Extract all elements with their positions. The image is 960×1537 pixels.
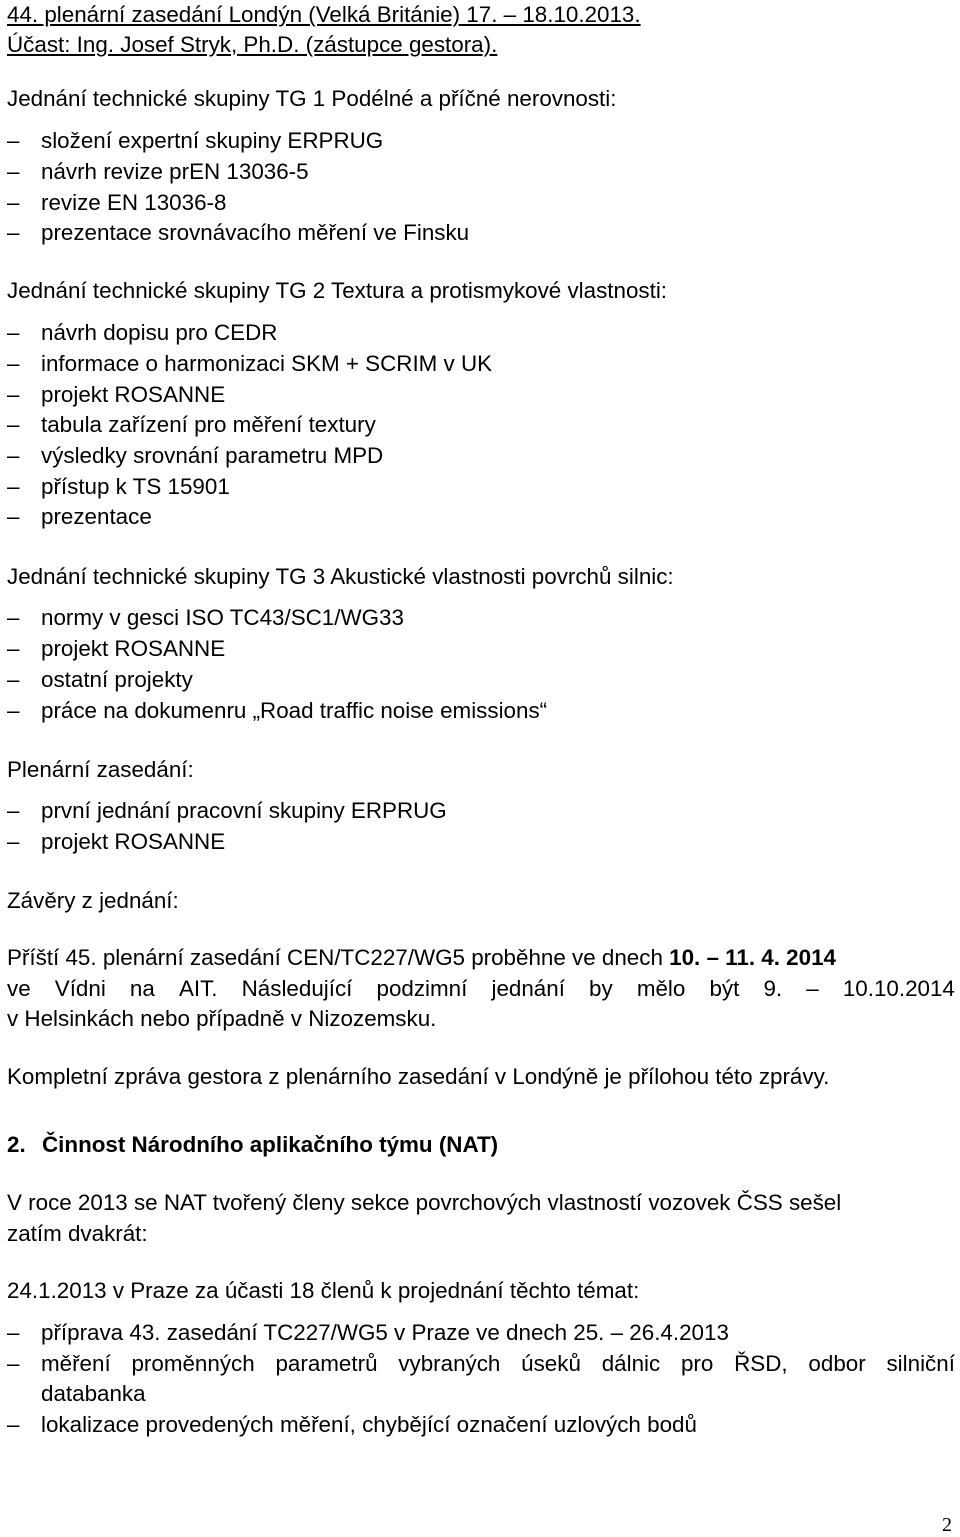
list-item-text: projekt ROSANNE <box>41 829 226 854</box>
dash-bullet: – <box>7 798 20 823</box>
section-title: Činnost Národního aplikačního týmu (NAT) <box>42 1132 499 1157</box>
word: odbor <box>808 1351 866 1376</box>
word: měření <box>41 1351 111 1376</box>
dash-bullet: – <box>7 636 20 661</box>
word: Vídni <box>54 976 106 1001</box>
word: ve <box>7 976 31 1001</box>
word: proměnných <box>131 1351 255 1376</box>
conclusions-paragraph-line <box>7 974 955 1005</box>
word: dálnic <box>601 1351 661 1376</box>
tg2-heading: Jednání technické skupiny TG 2 Textura a protismykové vlastnosti: <box>7 278 668 303</box>
list-item-text <box>41 1349 955 1380</box>
list-item-text: příprava 43. zasedání TC227/WG5 v Praze ve dnech 25. – 26.4.2013 <box>41 1320 729 1345</box>
conclusions-heading: Závěry z jednání: <box>7 888 179 913</box>
list-item-text: revize EN 13036-8 <box>41 190 227 215</box>
word: podzimní <box>376 976 468 1001</box>
dash-bullet: – <box>7 382 20 407</box>
word: 10.10.2014 <box>842 976 955 1001</box>
dash-bullet: – <box>7 698 20 723</box>
list-item-text: normy v gesci ISO TC43/SC1/WG33 <box>41 605 404 630</box>
list-item-text: složení expertní skupiny ERPRUG <box>41 128 384 153</box>
section-heading <box>7 1130 498 1161</box>
word: ŘSD, <box>734 1351 788 1376</box>
dash-bullet: – <box>7 829 20 854</box>
word: na <box>129 976 155 1001</box>
list-item-text: lokalizace provedených měření, chybějící označení uzlových bodů <box>41 1412 697 1437</box>
justified-line <box>41 1349 955 1380</box>
dash-bullet: – <box>7 667 20 692</box>
dash-bullet: – <box>7 1320 20 1345</box>
section-intro-line: V roce 2013 se NAT tvořený členy sekce povrchových vlastností vozovek ČSS sešel <box>7 1190 842 1215</box>
word: jednání <box>491 976 565 1001</box>
dash-bullet: – <box>7 351 20 376</box>
conclusions-paragraph-line: v Helsinkách nebo případně v Nizozemsku. <box>7 1006 437 1031</box>
list-item-text: první jednání pracovní skupiny ERPRUG <box>41 798 447 823</box>
tg3-heading: Jednání technické skupiny TG 3 Akustické vlastnosti povrchů silnic: <box>7 564 674 589</box>
word: úseků <box>521 1351 581 1376</box>
dash-bullet: – <box>7 190 20 215</box>
dash-bullet: – <box>7 504 20 529</box>
page-number: 2 <box>942 1514 952 1536</box>
list-item-text: výsledky srovnání parametru MPD <box>41 443 384 468</box>
word: vybraných <box>398 1351 501 1376</box>
list-item-text: přístup k TS 15901 <box>41 474 230 499</box>
dash-bullet: – <box>7 220 20 245</box>
attendance-line: Účast: Ing. Josef Stryk, Ph.D. (zástupce gestora). <box>7 32 498 57</box>
meeting-title: 44. plenární zasedání Londýn (Velká Británie) 17. – 18.10.2013. <box>7 2 641 27</box>
word: mělo <box>636 976 686 1001</box>
word: – <box>806 976 819 1001</box>
plenary-heading: Plenární zasedání: <box>7 757 194 782</box>
dash-bullet: – <box>7 159 20 184</box>
section-intro-line: zatím dvakrát: <box>7 1221 148 1246</box>
word: být <box>709 976 740 1001</box>
list-item-text: ostatní projekty <box>41 667 193 692</box>
list-item-text: prezentace srovnávacího měření ve Finsku <box>41 220 470 245</box>
list-item-text: návrh dopisu pro CEDR <box>41 320 278 345</box>
word: pro <box>680 1351 714 1376</box>
conclusions-text: Příští 45. plenární zasedání CEN/TC227/WG5 proběhne ve dnech <box>7 945 670 970</box>
dash-bullet: – <box>7 1351 20 1376</box>
word: 9. <box>763 976 783 1001</box>
tg1-heading: Jednání technické skupiny TG 1 Podélné a příčné nerovnosti: <box>7 86 617 111</box>
list-item-text: projekt ROSANNE <box>41 382 226 407</box>
list-item-text: projekt ROSANNE <box>41 636 226 661</box>
word: AIT. <box>178 976 218 1001</box>
dash-bullet: – <box>7 320 20 345</box>
word: parametrů <box>275 1351 378 1376</box>
conclusions-paragraph-line <box>7 943 836 974</box>
report-note: Kompletní zpráva gestora z plenárního zasedání v Londýně je přílohou této zprávy. <box>7 1064 830 1089</box>
list-item-text: prezentace <box>41 504 152 529</box>
word: Následující <box>241 976 353 1001</box>
dash-bullet: – <box>7 1412 20 1437</box>
list-item-text: návrh revize prEN 13036-5 <box>41 159 309 184</box>
list-item-text: databanka <box>41 1381 146 1406</box>
word: by <box>589 976 613 1001</box>
dash-bullet: – <box>7 443 20 468</box>
list-item-text: tabula zařízení pro měření textury <box>41 412 376 437</box>
list-item-text: informace o harmonizaci SKM + SCRIM v UK <box>41 351 493 376</box>
list-item-text: práce na dokumenru „Road traffic noise emissions“ <box>41 698 548 723</box>
dash-bullet: – <box>7 474 20 499</box>
dash-bullet: – <box>7 605 20 630</box>
word: silniční <box>886 1351 955 1376</box>
dash-bullet: – <box>7 128 20 153</box>
section-number: 2. <box>7 1132 26 1157</box>
next-meeting-dates: 10. – 11. 4. 2014 <box>669 945 836 970</box>
dash-bullet: – <box>7 412 20 437</box>
meeting-summary: 24.1.2013 v Praze za účasti 18 členů k projednání těchto témat: <box>7 1278 640 1303</box>
